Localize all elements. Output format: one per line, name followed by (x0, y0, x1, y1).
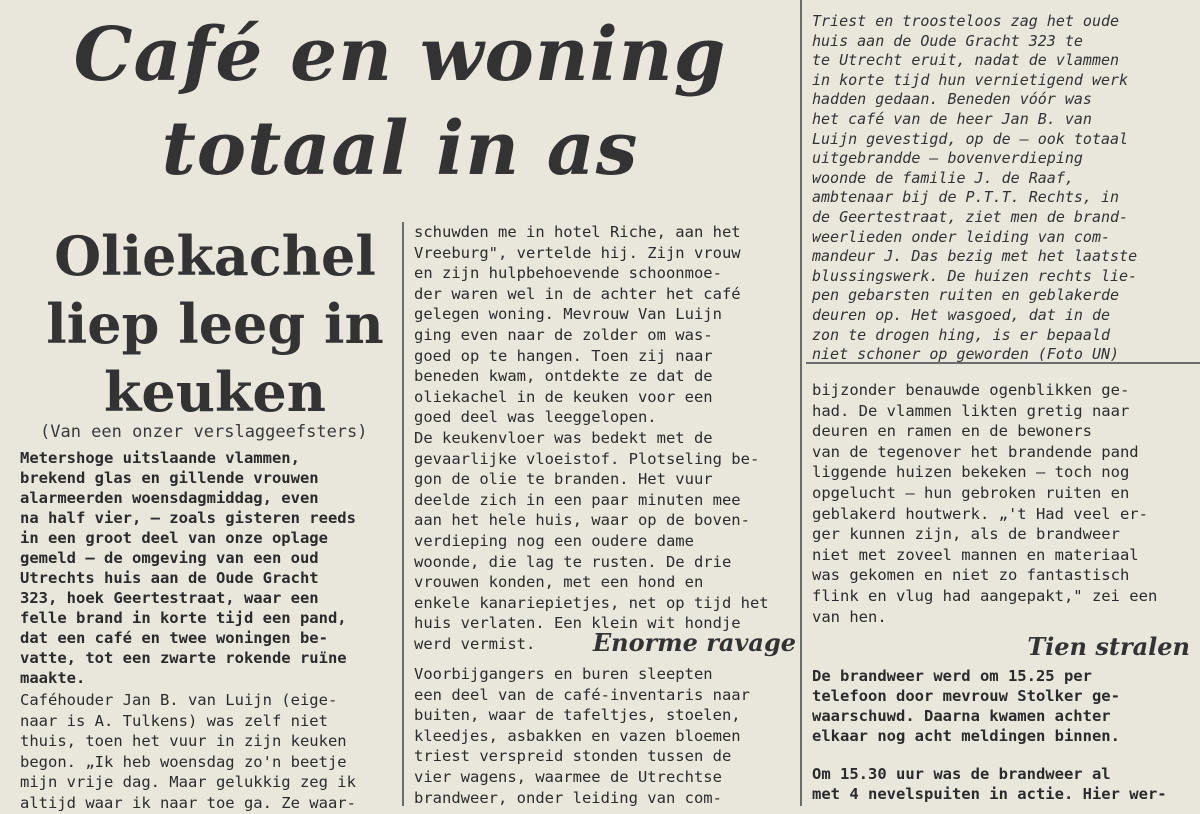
text-line: gelegen woning. Mevrouw Van Luijn (414, 305, 722, 324)
text-line: deelde zich in een paar minuten mee (414, 490, 741, 509)
text-line: goed op te hangen. Toen zij naar (414, 346, 713, 365)
text-line: telefoon door mevrouw Stolker ge- (812, 687, 1120, 705)
text-line: en zijn hulpbehoevende schoonmoe- (414, 264, 722, 283)
text-line: huis verlaten. Een klein wit hondje (414, 614, 741, 633)
text-line: vatte, tot een zwarte rokende ruïne (20, 649, 347, 667)
column-rule-right (800, 0, 802, 806)
text-line: met 4 nevelspuiten in actie. Hier wer- (812, 785, 1167, 803)
text-line: uitgebrandde — bovenverdieping (812, 149, 1083, 168)
text-line: had. De vlammen likten gretig naar (812, 401, 1130, 420)
text-line: zon te drogen hing, is er bepaald (812, 325, 1111, 344)
text-line: woonde, die lag te rusten. De drie (414, 552, 732, 571)
text-line: flink en vlug had aangepakt," zei een (812, 586, 1158, 605)
text-line: Vreeburg", vertelde hij. Zijn vrouw (414, 243, 741, 262)
text-line: maakte. (20, 669, 86, 687)
text-line: beneden kwam, ontdekte ze dat de (414, 367, 713, 386)
text-line: buiten, waar de tafeltjes, stoelen, (414, 706, 741, 725)
text-line: begon. „Ik heb woensdag zo'n beetje (20, 752, 347, 771)
text-line: triest verspreid stonden tussen de (414, 747, 732, 766)
text-line: altijd waar ik naar toe ga. Ze waar- (20, 793, 356, 812)
headline-line-2: totaal in as (161, 106, 639, 192)
column-rule-left (402, 222, 404, 806)
text-line: opgelucht — hun gebroken ruiten en (812, 483, 1130, 502)
text-line: in korte tijd hun vernietigend werk (812, 70, 1129, 89)
text-line: brandweer, onder leiding van com- (414, 788, 722, 807)
text-line: Om 15.30 uur was de brandweer al (812, 765, 1111, 783)
text-line: een deel van de café-inventaris naar (414, 685, 750, 704)
section-heading-tien-stralen: Tien stralen (1027, 632, 1190, 661)
text-line: kleedjes, asbakken en vazen bloemen (414, 726, 741, 745)
body-paragraph (20, 690, 398, 814)
text-line: mandeur J. Das bezig met het laatste (812, 247, 1138, 266)
text-line: het café van de heer Jan B. van (812, 109, 1092, 128)
body-paragraph (812, 380, 1196, 627)
text-line: was gekomen en niet zo fantastisch (812, 566, 1130, 585)
text-line: ger kunnen zijn, als de brandweer (812, 525, 1120, 544)
subhead-line-2: liep leeg in (46, 292, 384, 356)
text-line: vier wagens, waarmee de Utrechtse (414, 767, 722, 786)
byline: (Van een onzer verslaggeefsters) (40, 422, 368, 442)
text-line: van de tegenover het brandende pand (812, 442, 1139, 461)
text-line: geblakerd houtwerk. „'t Had veel er- (812, 504, 1148, 523)
text-line: schuwden me in hotel Riche, aan het (414, 223, 741, 241)
text-line: Utrechts huis aan de Oude Gracht (20, 569, 319, 587)
text-line: bijzonder benauwde ogenblikken ge- (812, 381, 1130, 399)
text-line: gemeld — de omgeving van een oud (20, 549, 319, 567)
text-line: de Geertestraat, ziet men de brand- (812, 207, 1129, 226)
text-line: enkele kanariepietjes, net op tijd het (414, 593, 769, 612)
text-line: huis aan de Oude Gracht 323 te (812, 31, 1083, 50)
text-line: gon de olie te branden. Het vuur (414, 470, 713, 489)
bold-paragraph (812, 666, 1196, 746)
text-line: na half vier, — zoals gisteren reeds (20, 509, 356, 527)
text-line: Voorbijgangers en buren sleepten (414, 665, 713, 683)
text-line: Caféhouder Jan B. van Luijn (eige- (20, 691, 338, 709)
text-line: De brandweer werd om 15.25 per (812, 667, 1092, 685)
text-line: naar is A. Tulkens) was zelf niet (20, 711, 328, 730)
text-line: Triest en troosteloos zag het oude (812, 12, 1120, 30)
text-line: hadden gedaan. Beneden vóór was (812, 90, 1092, 109)
text-line: alarmeerden woensdagmiddag, even (20, 489, 319, 507)
text-line: te Utrecht eruit, nadat de vlammen (812, 51, 1120, 70)
lead-paragraph (20, 448, 398, 688)
text-line: verdieping nog een oudere dame (414, 531, 694, 550)
text-line: der waren wel in de achter het café (414, 284, 741, 303)
text-line: weerlieden onder leiding van com- (812, 227, 1111, 246)
bold-paragraph (812, 764, 1196, 804)
text-line: dat een café en twee woningen be- (20, 629, 328, 647)
headline-line-1: Café en woning (73, 12, 727, 98)
text-line: De keukenvloer was bedekt met de (414, 428, 713, 447)
text-line: liggende huizen bekeken — toch nog (812, 463, 1130, 482)
text-line: mijn vrije dag. Maar gelukkig zeg ik (20, 773, 356, 792)
text-line: thuis, toen het vuur in zijn keuken (20, 732, 347, 751)
subhead-line-3: keuken (103, 360, 327, 424)
text-line: deuren en ramen en de bewoners (812, 422, 1092, 441)
text-line: blussingswerk. De huizen rechts lie- (812, 266, 1138, 285)
text-line: deuren op. Het wasgoed, dat in de (812, 305, 1111, 324)
text-line: felle brand in korte tijd een pand, (20, 609, 347, 627)
text-line: oliekachel in de keuken voor een (414, 387, 713, 406)
section-heading-enorme-ravage: Enorme ravage (592, 628, 796, 657)
text-line: werd vermist. (414, 634, 536, 653)
text-line: brekend glas en gillende vrouwen (20, 469, 319, 487)
text-line: gevaarlijke vloeistof. Plotseling be- (414, 449, 760, 468)
text-line: waarschuwd. Daarna kwamen achter (812, 707, 1111, 725)
text-line: woonde de familie J. de Raaf, (812, 168, 1074, 187)
text-line: in een groot deel van onze oplage (20, 529, 328, 547)
text-line: ging even naar de zolder om was- (414, 325, 713, 344)
body-paragraph (414, 222, 796, 654)
text-line: goed deel was leeggelopen. (414, 408, 657, 427)
body-paragraph (414, 664, 796, 808)
subhead-line-1: Oliekachel (54, 224, 376, 288)
text-line: elkaar nog acht meldingen binnen. (812, 727, 1120, 745)
text-line: niet schoner op geworden (Foto UN) (812, 345, 1120, 364)
text-line: pen gebarsten ruiten en geblakerde (812, 286, 1120, 305)
text-line: Metershoge uitslaande vlammen, (20, 449, 300, 467)
text-line: niet met zoveel mannen en materiaal (812, 545, 1139, 564)
text-line: Luijn gevestigd, op de — ook totaal (812, 129, 1129, 148)
text-line: ambtenaar bij de P.T.T. Rechts, in (812, 188, 1120, 207)
text-line: van hen. (812, 607, 887, 626)
text-line: vrouwen konden, met een hond en (414, 573, 704, 592)
text-line: aan het hele huis, waar op de boven- (414, 511, 750, 530)
text-line: 323, hoek Geertestraat, waar een (20, 589, 319, 607)
photo-caption (812, 12, 1196, 365)
